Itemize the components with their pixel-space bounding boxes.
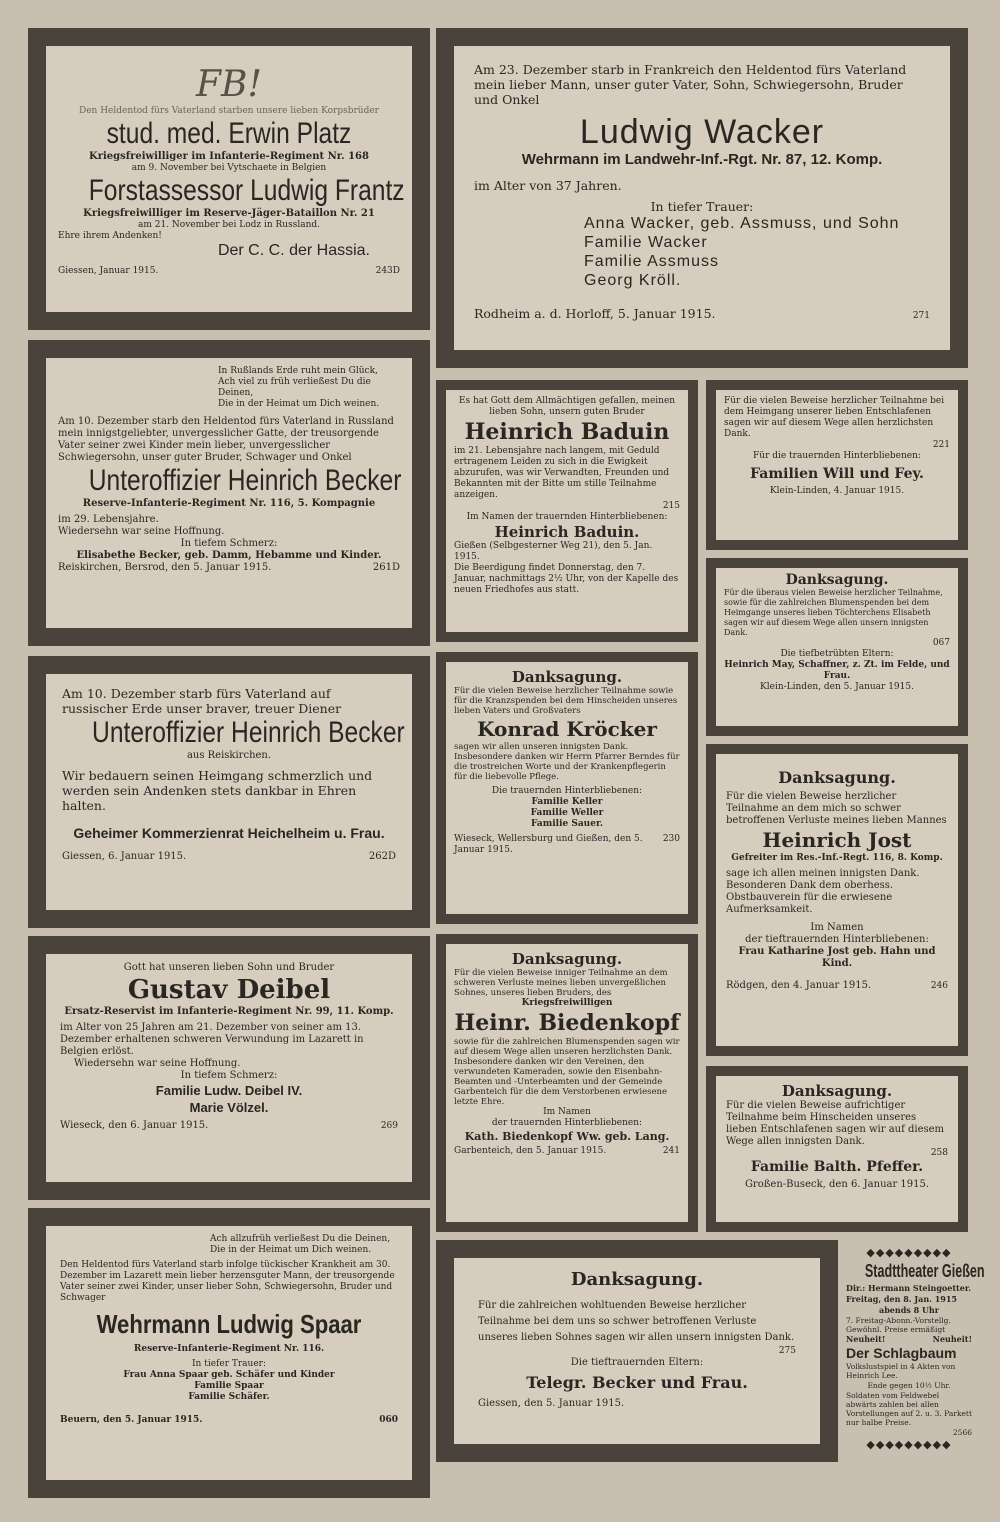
stars-top: ◆◆◆◆◆◆◆◆◆	[866, 1246, 952, 1259]
regiment: Reserve-Infanterie-Regiment Nr. 116.	[133, 1344, 325, 1354]
thanks-pfeffer	[706, 1066, 968, 1232]
place-date: Rödgen, den 4. Januar 1915.	[726, 980, 872, 991]
detail-2a: Kriegsfreiwilliger im Reserve-Jäger-Bataillon Nr. 21	[83, 208, 375, 219]
mourner: Familie Sauer.	[530, 819, 604, 829]
performance-date: Freitag, den 8. Jan. 1915	[846, 1294, 957, 1304]
subscription: 7. Freitag-Abonn.-Vorstellg. Gewöhnl. Preise ermäßigt	[846, 1316, 951, 1334]
theater-ad	[842, 1244, 985, 1484]
body-text: Für die überaus vielen Beweise herzlicher Teilnahme, sowie für die zahlreichen Blumenspenden bei dem Heimgange unseres lieben Töchterchens Elisabeth sagen wir auf diesem Wege allen unsern innigsten Dank.	[724, 588, 943, 637]
intro-text: Für die vielen Beweise herzlicher Teilnahme an dem mich so schwer betroffenen Verluste meines lieben Mannes	[726, 791, 947, 826]
rank: Ersatz-Reservist im Infanterie-Regiment Nr. 99, 11. Komp.	[64, 1006, 394, 1017]
place-date: Reiskirchen, Bersrod, den 5. Januar 1915.	[58, 562, 272, 573]
verse-line: In Rußlands Erde ruht mein Glück,	[218, 366, 378, 376]
monogram: FB!	[196, 64, 262, 105]
place-date: Gießen (Selbgesterner Weg 21), den 5. Jan. 1915.	[454, 541, 653, 562]
obituary-spaar	[28, 1208, 430, 1498]
mourner: Anna Wacker, geb. Assmuss, und Sohn	[584, 215, 900, 232]
ad-code: 269	[380, 1121, 398, 1131]
body-text: sowie für die zahlreichen Blumenspenden sagen wir auf diesem Wege allen unseren herzlichsten Dank.	[454, 1037, 680, 1057]
honor-text: Ehre ihrem Andenken!	[58, 231, 162, 241]
place-date: Großen-Buseck, den 6. Januar 1915.	[744, 1179, 930, 1190]
mourner: Familie Assmuss	[584, 253, 720, 270]
ad-title: Danksagung.	[785, 572, 889, 588]
rank: Gefreiter im Res.-Inf.-Regt. 116, 8. Komp.	[731, 853, 943, 863]
mourner: Marie Völzel.	[189, 1100, 269, 1115]
ad-code: 261D	[372, 562, 400, 573]
mourning-label-2: der tieftrauernden Hinterbliebenen:	[745, 934, 929, 945]
hope: Wiedersehn war seine Hoffnung.	[74, 1058, 241, 1069]
ad-code: 241	[662, 1146, 680, 1156]
thanks-may	[706, 558, 968, 736]
verse-line: Die in der Heimat um Dich weinen.	[210, 1245, 372, 1255]
ad-code: 067	[932, 638, 950, 648]
soldier-note: Soldaten vom Feldwebel abwärts zahlen bei allen Vorstellungen auf 2. u. 3. Parkett nur halbe Preise.	[846, 1391, 972, 1427]
deceased-name: Wehrmann Ludwig Spaar	[96, 1309, 362, 1339]
intro-text: Am 23. Dezember starb in Frankreich den Heldentod fürs Vaterland mein lieber Mann, unser guter Vater, Sohn, Schwiegersohn, Bruder und Onkel	[474, 62, 907, 107]
grief-label: In tiefem Schmerz:	[180, 1070, 278, 1081]
signer: Geheimer Kommerzienrat Heichelheim u. Frau.	[73, 825, 385, 841]
deceased-name: Unteroffizier Heinrich Becker	[92, 716, 405, 749]
mourner: Familie Keller	[531, 797, 603, 807]
place-date: Klein-Linden, 4. Januar 1915.	[769, 486, 905, 496]
verse-line: Ach allzufrüh verließest Du die Deinen,	[210, 1234, 391, 1244]
intro-text: Am 10. Dezember starb fürs Vaterland auf russischer Erde unser braver, treuer Diener	[62, 686, 342, 716]
mourning-label: Die trauernden Hinterbliebenen:	[491, 786, 643, 796]
intro-text: Den Heldentod fürs Vaterland starben unsere lieben Korpsbrüder	[79, 106, 379, 116]
signer: Heinrich Baduin.	[494, 523, 640, 541]
obituary-wacker	[436, 28, 968, 368]
ad-code: 275	[778, 1346, 796, 1356]
mourner: Familie Wacker	[584, 234, 708, 251]
intro-text: Am 10. Dezember starb den Heldentod fürs Vaterland in Russland mein innigstgeliebter, unvergesslicher Gatte, der treusorgende Vater seiner zwei Kinder mein lieber, unvergesslicher Schwiegersohn, unser guter Bruder, Schwager und Onkel	[58, 416, 394, 463]
body-text: Für die vielen Beweise aufrichtiger Teilnahme beim Hinscheiden unseres lieben Entschlafenen sagen wir auf diesem Wege allen innigsten Dank.	[726, 1100, 945, 1147]
signer: Der C. C. der Hassia.	[217, 242, 370, 259]
mourning-label: Für die trauernden Hinterbliebenen:	[753, 451, 921, 461]
deceased-name: Heinrich Jost	[762, 828, 912, 852]
mourning-label: Im Namen	[810, 922, 864, 933]
mourning-label: Die tieftrauernden Eltern:	[570, 1357, 704, 1368]
mourner: Elisabethe Becker, geb. Damm, Hebamme und Kinder.	[76, 550, 382, 561]
signer: Heinrich May, Schaffner, z. Zt. im Felde, und Frau.	[724, 660, 950, 681]
deceased-name: Konrad Kröcker	[477, 717, 657, 741]
signer: Telegr. Becker und Frau.	[526, 1373, 748, 1392]
status: Kriegsfreiwilligen	[521, 998, 613, 1008]
body-text: Wir bedauern seinen Heimgang schmerzlich und werden sein Andenken stets dankbar in Ehren halten.	[62, 768, 373, 813]
mourner: Georg Kröll.	[584, 272, 682, 289]
mourning-label: Im Namen der trauernden Hinterbliebenen:	[466, 512, 668, 522]
thanks-will-fey	[706, 380, 968, 550]
verse-line: Ach viel zu früh verließest Du die Deinen,	[218, 377, 371, 398]
body-text: im 21. Lebensjahre nach langem, mit Geduld ertragenem Leiden zu sich in die Ewigkeit abzurufen, was wir Verwandten, Freunden und Bekannten mit der Bitte um stille Teilnahme anzeigen.	[454, 446, 670, 500]
intro-text: Es hat Gott dem Allmächtigen gefallen, meinen lieben Sohn, unsern guten Bruder	[458, 396, 676, 417]
mourning-label: In tiefer Trauer:	[192, 1359, 266, 1369]
age: im Alter von 37 Jahren.	[474, 178, 622, 193]
end-time: Ende gegen 10½ Uhr.	[867, 1381, 951, 1390]
signer: Familie Balth. Pfeffer.	[750, 1159, 924, 1175]
deceased-name: Heinrich Baduin	[464, 419, 670, 445]
mourner: Familie Ludw. Deibel IV.	[155, 1083, 303, 1098]
ad-code: 060	[379, 1415, 398, 1425]
detail-1a: Kriegsfreiwilliger im Infanterie-Regiment Nr. 168	[89, 151, 369, 162]
obituary-deibel	[28, 936, 430, 1200]
mourning-label-2: der trauernden Hinterbliebenen:	[491, 1118, 643, 1128]
ad-code: 258	[930, 1148, 948, 1158]
age: im 29. Lebensjahre.	[58, 514, 159, 525]
deceased-name: Heinr. Biedenkopf	[454, 1010, 680, 1036]
deceased-name-2: Forstassessor Ludwig Frantz	[88, 174, 405, 207]
new-label-left: Neuheit!	[846, 1334, 886, 1344]
intro-text: Gott hat unseren lieben Sohn und Bruder	[123, 962, 335, 973]
deceased-name: Gustav Deibel	[127, 975, 331, 1005]
thanks-jost	[706, 744, 968, 1056]
intro-text: Den Heldentod fürs Vaterland starb infolge tückischer Krankheit am 30. Dezember im Lazarett mein lieber herzensguter Mann, der treusorgende Vater seiner zwei Kinder, unser lieber Sohn, Schwiegersohn, Bruder und Schwager	[60, 1260, 395, 1303]
place-date: Wieseck, den 6. Januar 1915.	[60, 1120, 209, 1131]
ad-code: 271	[912, 311, 930, 321]
obituary-platz-frantz	[28, 28, 430, 330]
funeral-note: Die Beerdigung findet Donnerstag, den 7. Januar, nachmittags 2½ Uhr, von der Kapelle des neuen Friedhofes aus statt.	[454, 563, 679, 595]
ad-code: 243D	[375, 266, 400, 276]
thanks-biedenkopf	[436, 934, 698, 1232]
place-date: Klein-Linden, den 5. Januar 1915.	[760, 682, 914, 692]
place-date: Garbenteich, den 5. Januar 1915.	[454, 1146, 607, 1156]
performance-time: abends 8 Uhr	[879, 1305, 939, 1315]
mourner: Familie Schäfer.	[188, 1392, 270, 1402]
body-text: Für die vielen Beweise herzlicher Teilnahme bei dem Heimgang unserer lieben Entschlafenen sagen wir auf diesem Wege allen herzlichsten Dank.	[724, 396, 945, 439]
ad-title: Danksagung.	[778, 768, 896, 787]
rank: Wehrmann im Landwehr-Inf.-Rgt. Nr. 87, 12. Komp.	[521, 151, 883, 168]
body-text: sage ich allen meinen innigsten Dank. Besonderen Dank dem oberhess. Obstbauverein für die erwiesene Aufmerksamkeit.	[726, 868, 920, 915]
play-detail: Volkslustspiel in 4 Akten von Heinrich Lee.	[846, 1362, 956, 1380]
detail-1b: am 9. November bei Vytschaete in Belgien	[131, 163, 327, 173]
place-date: Giessen, 6. Januar 1915.	[62, 851, 187, 862]
signer: Familien Will und Fey.	[750, 466, 924, 482]
body-text-2: Insbesondere danken wir den Vereinen, den verwundeten Kameraden, sowie den Eisenbahn-Beamten und -Unterbeamten und der Gemeinde Garbenteich für die dem Verstorbenen erwiesene letzte Ehre.	[454, 1057, 668, 1107]
ad-code: 262D	[368, 851, 396, 862]
new-label-right: Neuheit!	[932, 1334, 972, 1344]
theater-title: Stadttheater Gießen	[864, 1261, 985, 1281]
detail-2b: am 21. November bei Lodz in Russland.	[137, 220, 321, 230]
deceased-name: Unteroffizier Heinrich Becker	[88, 464, 402, 497]
ad-code: 221	[932, 440, 950, 450]
body-text: Für die zahlreichen wohltuenden Beweise herzlicher Teilnahme bei dem uns so schwer betroffenen Verluste unseres lieben Sohnes sagen wir allen unsern innigsten Dank.	[478, 1300, 795, 1343]
deceased-name: Ludwig Wacker	[579, 113, 825, 151]
body-text: sagen wir allen unseren innigsten Dank. Insbesondere danken wir Herrn Pfarrer Berndes für die trostreichen Worte und der Krankenpflegerin für die liebevolle Pflege.	[454, 742, 680, 782]
obituary-baduin	[436, 380, 698, 642]
place-date: Beuern, den 5. Januar 1915.	[60, 1415, 203, 1425]
verse-line: Die in der Heimat um Dich weinen.	[218, 399, 380, 409]
mourner: Familie Spaar	[194, 1381, 264, 1391]
mourning-label: Die tiefbetrübten Eltern:	[780, 649, 894, 659]
place-date: Giessen, den 5. Januar 1915.	[478, 1398, 625, 1409]
stars-bottom: ◆◆◆◆◆◆◆◆◆	[866, 1438, 952, 1451]
ad-title: Danksagung.	[511, 668, 623, 686]
origin: aus Reiskirchen.	[186, 750, 272, 761]
hope: Wiedersehn war seine Hoffnung.	[58, 526, 225, 537]
thanks-kroecker	[436, 652, 698, 924]
notice-heichelheim	[28, 656, 430, 928]
thanks-telegr-becker	[436, 1240, 838, 1462]
place-date: Wieseck, Wellersburg und Gießen, den 5. Januar 1915.	[454, 834, 643, 855]
intro-text: Für die vielen Beweise inniger Teilnahme an dem schweren Verluste meines lieben unvergeßlichen Sohnes, unseres lieben Bruders, des	[454, 968, 668, 998]
ad-title: Danksagung.	[511, 950, 623, 968]
ad-code: 246	[930, 981, 948, 991]
grief-label: In tiefem Schmerz:	[180, 538, 278, 549]
signer: Frau Katharine Jost geb. Hahn und Kind.	[738, 946, 936, 969]
mourning-label: In tiefer Trauer:	[650, 199, 754, 214]
ad-code: 2566	[952, 1428, 972, 1437]
place-date: Rodheim a. d. Horloff, 5. Januar 1915.	[474, 306, 716, 321]
mourner: Familie Weller	[530, 808, 604, 818]
intro-text: Für die vielen Beweise herzlicher Teilnahme sowie für die Kranzspenden bei dem Hinscheiden unseres lieben Vaters und Großvaters	[454, 686, 678, 716]
place-date: Giessen, Januar 1915.	[58, 266, 159, 276]
ad-title: Danksagung.	[781, 1082, 893, 1100]
mourning-label: Im Namen	[543, 1107, 591, 1117]
obituary-heinrich-becker	[28, 340, 430, 646]
director: Dir.: Hermann Steingoetter.	[846, 1283, 972, 1293]
signer: Kath. Biedenkopf Ww. geb. Lang.	[464, 1130, 670, 1143]
ad-title: Danksagung.	[570, 1269, 704, 1290]
regiment: Reserve-Infanterie-Regiment Nr. 116, 5. Kompagnie	[82, 498, 376, 509]
ad-code: 230	[662, 834, 680, 844]
play-title: Der Schlagbaum	[846, 1345, 957, 1361]
mourner: Frau Anna Spaar geb. Schäfer und Kinder	[123, 1370, 335, 1380]
deceased-name-1: stud. med. Erwin Platz	[106, 117, 352, 150]
ad-code: 215	[662, 501, 680, 511]
body-text: im Alter von 25 Jahren am 21. Dezember von seiner am 13. Dezember erhaltenen schweren Verwundung im Lazarett in Belgien erlöst.	[60, 1022, 364, 1057]
